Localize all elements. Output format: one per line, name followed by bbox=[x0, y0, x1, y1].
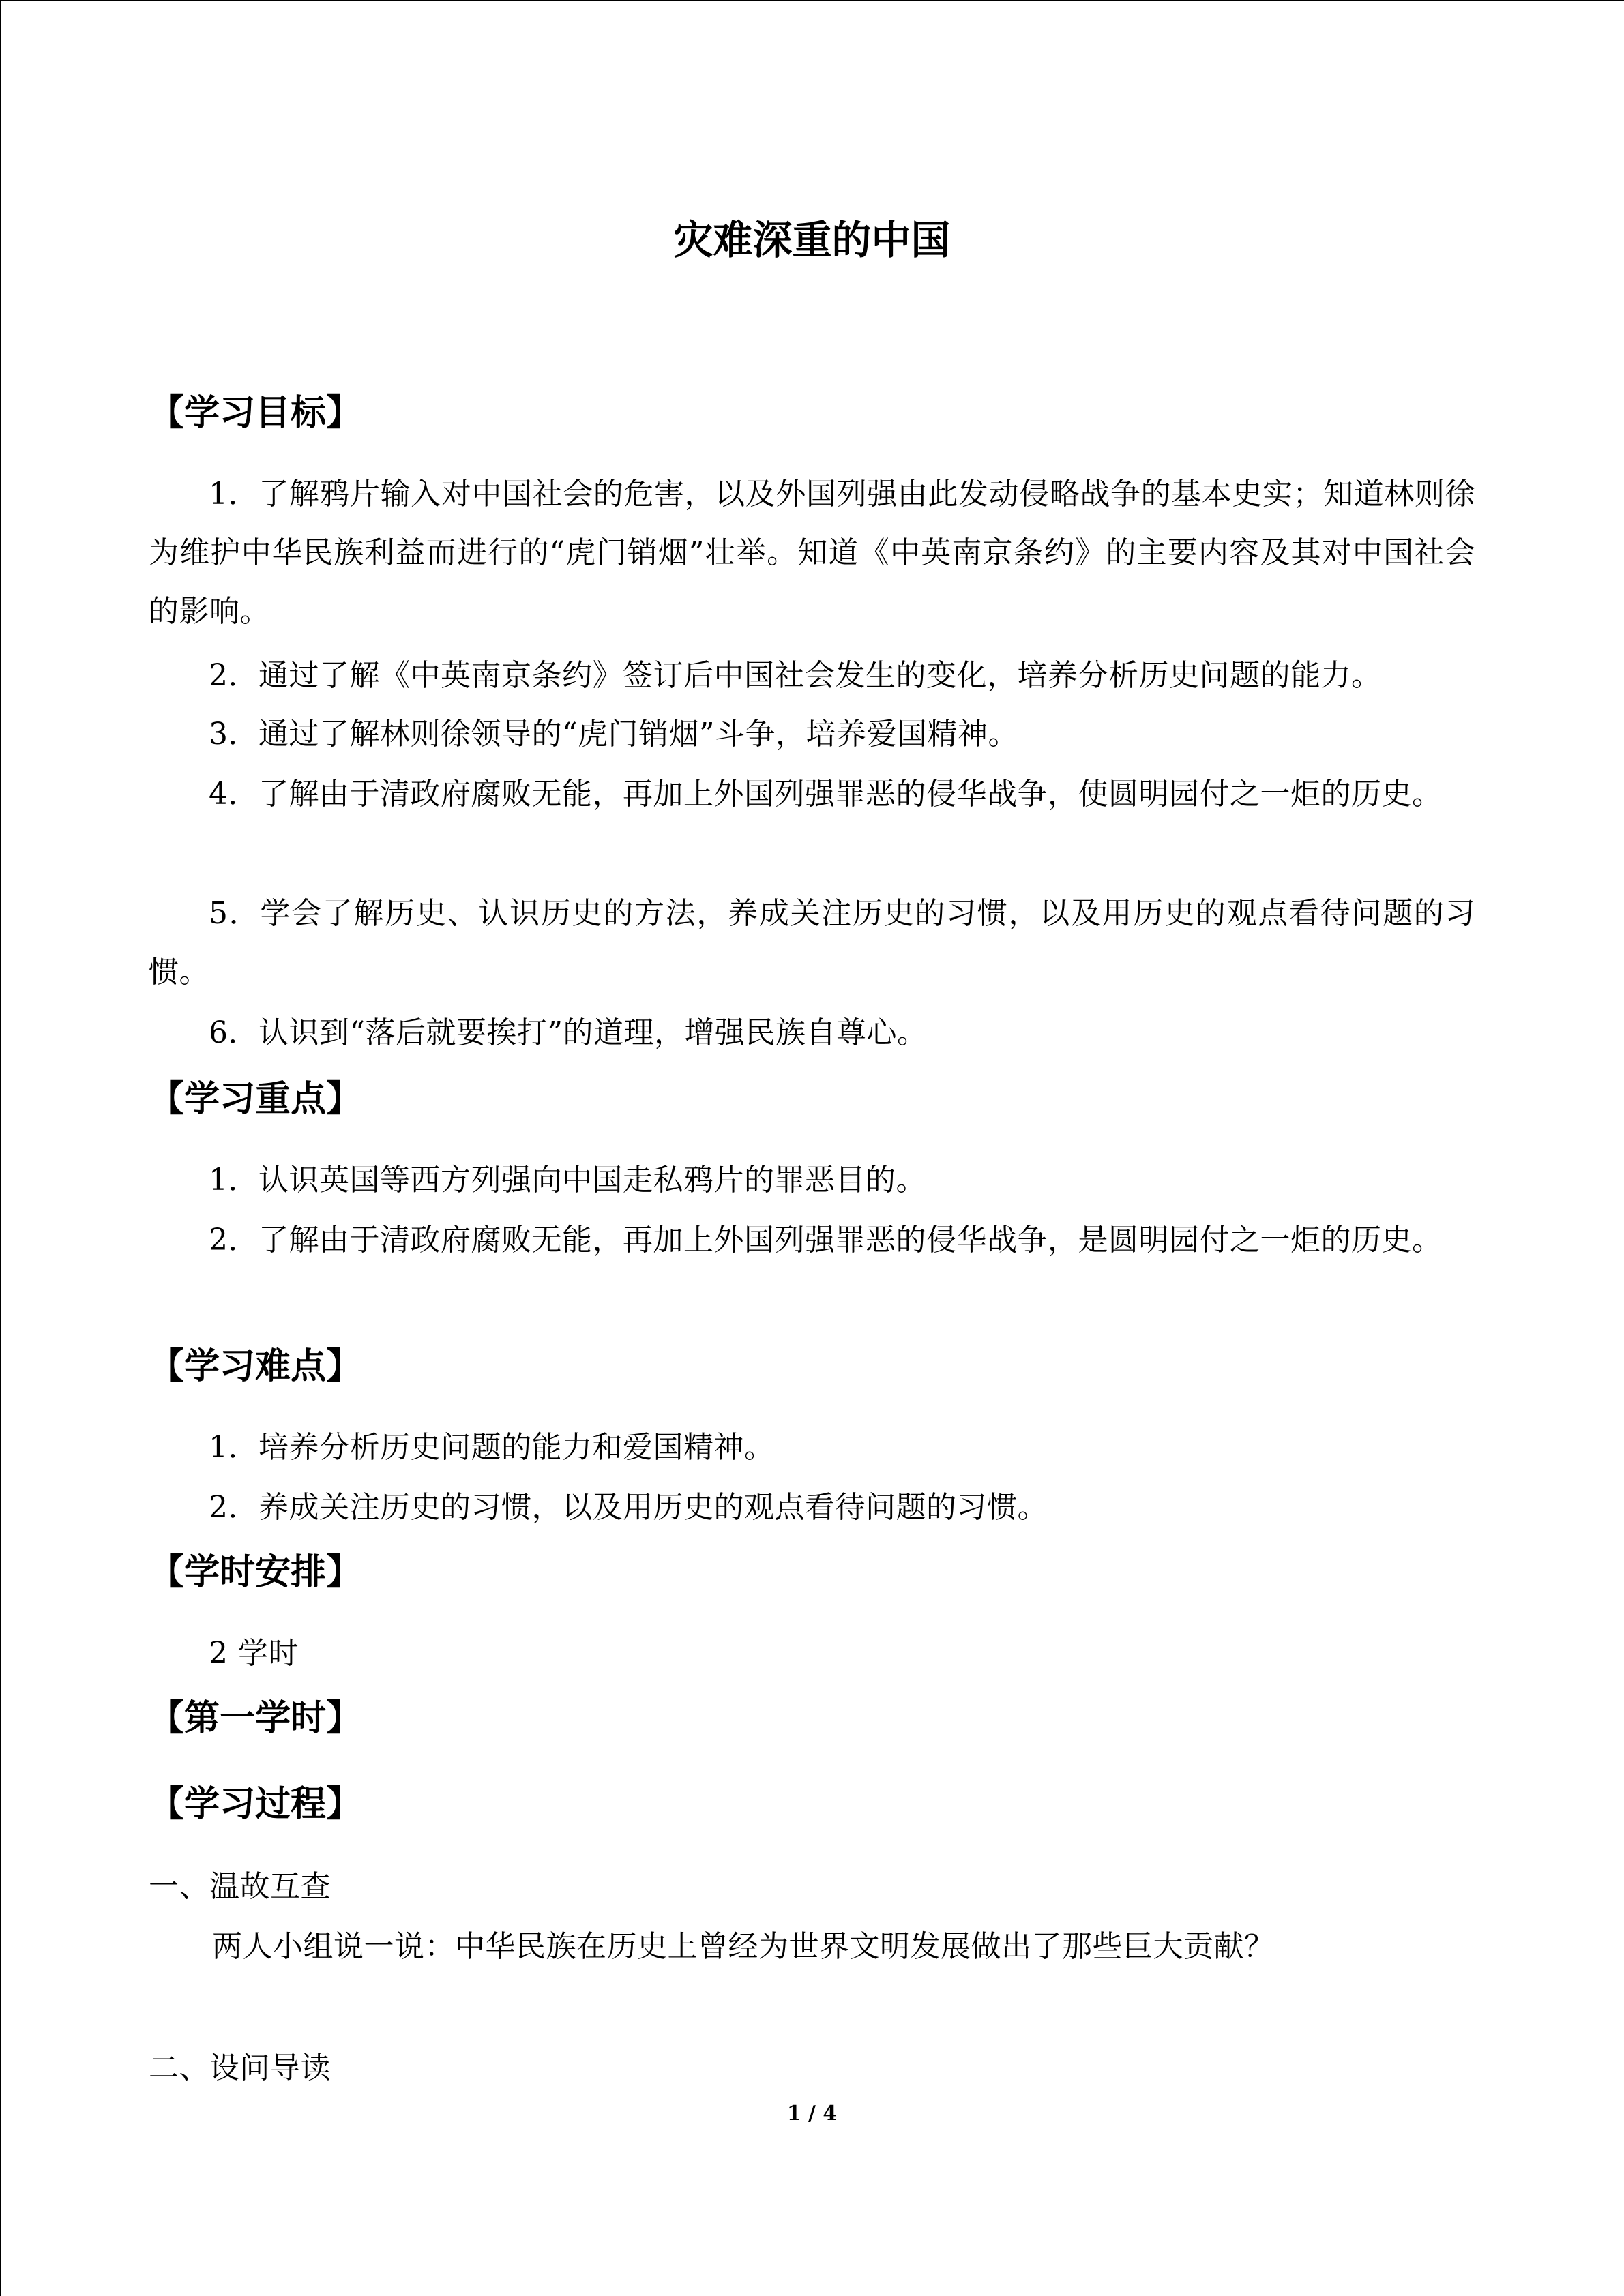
section-heading-difficulties: 【学习难点】 bbox=[149, 1346, 362, 1387]
objective-item-2: 2．通过了解《中英南京条约》签订后中国社会发生的变化，培养分析历史问题的能力。 bbox=[209, 658, 1382, 693]
schedule-text: 2 学时 bbox=[209, 1636, 299, 1671]
document-title: 灾难深重的中国 bbox=[673, 217, 951, 263]
section-heading-schedule: 【学时安排】 bbox=[149, 1552, 362, 1593]
process-part1-text: 两人小组说一说：中华民族在历史上曾经为世界文明发展做出了那些巨大贡献？ bbox=[212, 1929, 1275, 1964]
section-heading-objectives: 【学习目标】 bbox=[149, 393, 362, 434]
difficulty-item-1: 1．培养分析历史问题的能力和爱国精神。 bbox=[209, 1430, 775, 1465]
objective-item-4: 4．了解由于清政府腐败无能，再加上外国列强罪恶的侵华战争，使圆明园付之一炬的历史。 bbox=[209, 777, 1443, 811]
process-part1-heading: 一、温故互查 bbox=[149, 1869, 331, 1904]
objective-item-1: 1．了解鸦片输入对中国社会的危害，以及外国列强由此发动侵略战争的基本史实；知道林则徐为维护中华民族利益而进行的“虎门销烟”壮举。知道《中英南京条约》的主要内容及其对中国社会的影响。 bbox=[149, 477, 1476, 629]
objective-item-3: 3．通过了解林则徐领导的“虎门销烟”斗争，培养爱国精神。 bbox=[209, 717, 1018, 751]
section-heading-first-period: 【第一学时】 bbox=[149, 1698, 362, 1739]
objective-item-6: 6．认识到“落后就要挨打”的道理，增强民族自尊心。 bbox=[209, 1015, 928, 1050]
section-heading-key-points: 【学习重点】 bbox=[149, 1079, 362, 1120]
key-point-item-2: 2．了解由于清政府腐败无能，再加上外国列强罪恶的侵华战争，是圆明园付之一炬的历史。 bbox=[209, 1223, 1443, 1257]
objective-item-5: 5．学会了解历史、认识历史的方法，养成关注历史的习惯，以及用历史的观点看待问题的习惯。 bbox=[149, 896, 1475, 989]
difficulty-item-2: 2．养成关注历史的习惯，以及用历史的观点看待问题的习惯。 bbox=[209, 1490, 1048, 1525]
process-part2-heading: 二、设问导读 bbox=[149, 2051, 331, 2085]
key-point-item-1: 1．认识英国等西方列强向中国走私鸦片的罪恶目的。 bbox=[209, 1163, 926, 1197]
page-number: 1 / 4 bbox=[786, 2102, 838, 2126]
section-heading-process: 【学习过程】 bbox=[149, 1784, 362, 1825]
